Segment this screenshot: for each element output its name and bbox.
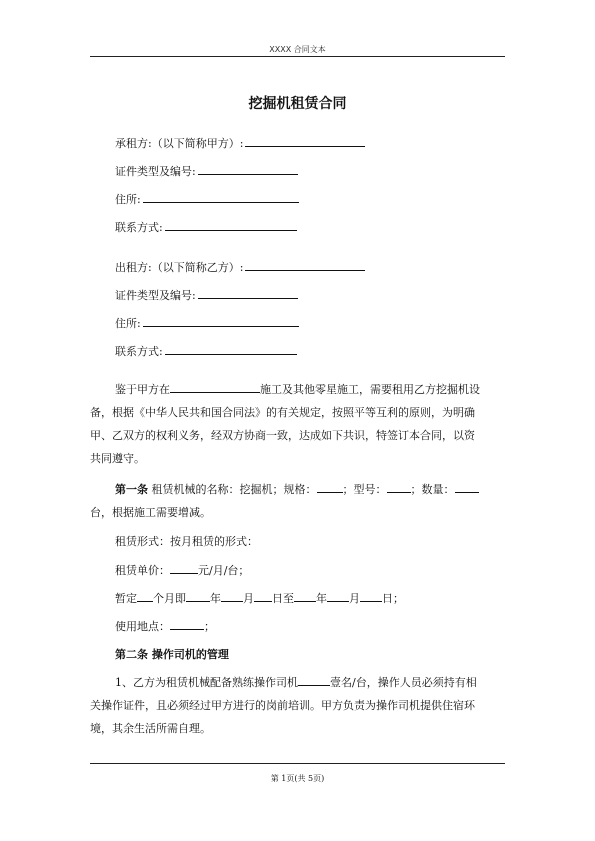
page-number: 第 1页(共 5页): [270, 774, 325, 783]
lessee-address-blank[interactable]: [143, 191, 299, 203]
lessee-name-label: 承租方:（以下简称甲方）:: [115, 137, 244, 150]
lessee-address-row: [115, 191, 299, 207]
lessor-contact-label: 联系方式:: [115, 345, 163, 358]
rental-price-unit: 元/月/台；: [198, 564, 250, 577]
construction-site-blank[interactable]: [170, 381, 260, 393]
article2-text-b: 壹名/台，操作人员必须持有相: [330, 676, 477, 689]
term-text: 暂定: [115, 592, 137, 605]
intro-text-a: 鉴于甲方在: [115, 383, 170, 396]
article1-spec-label: 租赁机械的名称：挖掘机；规格：: [151, 483, 317, 496]
lessor-id-blank[interactable]: [198, 287, 298, 299]
article1-line-1: [115, 481, 479, 497]
lessee-id-row: [115, 163, 298, 179]
lessor-address-label: 住所:: [115, 317, 141, 330]
end-month-blank[interactable]: [327, 590, 349, 602]
usage-place-end: ；: [204, 620, 215, 633]
lessee-id-label: 证件类型及编号:: [115, 165, 196, 178]
rental-form: 租赁形式：按月租赁的形式：: [115, 535, 258, 548]
model-blank[interactable]: [387, 481, 411, 493]
lessee-contact-blank[interactable]: [165, 219, 297, 231]
intro-line-2: 备，根据《中华人民共和国合同法》的有关规定，按照平等互利的原则，为明确: [90, 406, 475, 419]
lessor-contact-blank[interactable]: [165, 343, 297, 355]
term-text: 月: [243, 592, 254, 605]
article2-heading: 第二条 操作司机的管理: [115, 648, 229, 661]
term-text: 个月即: [153, 592, 186, 605]
start-year-blank[interactable]: [186, 590, 210, 602]
lessee-name-row: [115, 135, 365, 151]
spec-blank[interactable]: [317, 481, 343, 493]
lessor-address-row: [115, 315, 299, 331]
article2-line-3: 境，其余生活所需自理。: [90, 722, 211, 735]
start-month-blank[interactable]: [221, 590, 243, 602]
lessee-contact-label: 联系方式:: [115, 221, 163, 234]
term-months-blank[interactable]: [137, 590, 153, 602]
lessor-id-label: 证件类型及编号:: [115, 289, 196, 302]
lessee-address-label: 住所:: [115, 193, 141, 206]
article2-text-a: 1、乙方为租赁机械配备熟练操作司机: [115, 676, 298, 689]
header-divider: [90, 56, 505, 57]
usage-place-blank[interactable]: [170, 618, 204, 630]
lessee-name-blank[interactable]: [245, 135, 365, 147]
lessor-name-blank[interactable]: [245, 259, 365, 271]
term-text: 日；: [382, 592, 404, 605]
rental-price-blank[interactable]: [170, 562, 198, 574]
intro-text-b: 施工及其他零星施工，需要租用乙方挖掘机设: [260, 383, 480, 396]
usage-place-row: [115, 618, 215, 634]
lessor-name-row: [115, 259, 365, 275]
end-day-blank[interactable]: [360, 590, 382, 602]
rental-price-label: 租赁单价：: [115, 564, 170, 577]
lessor-name-label: 出租方:（以下简称乙方）:: [115, 261, 244, 274]
quantity-blank[interactable]: [455, 481, 479, 493]
footer-divider: [90, 763, 505, 764]
intro-line-3: 甲、乙双方的权利义务，经双方协商一致，达成如下共识，特签订本合同，以资: [90, 429, 475, 442]
usage-place-label: 使用地点：: [115, 620, 170, 633]
article1-model-label: ；型号：: [342, 483, 387, 496]
term-text: 年: [316, 592, 327, 605]
article1-quantity-label: ；数量：: [410, 483, 455, 496]
term-text: 月: [349, 592, 360, 605]
driver-count-blank[interactable]: [298, 674, 330, 686]
rental-price-row: [115, 562, 249, 578]
article1-line-2: 台，根据施工需要增减。: [90, 506, 211, 519]
article2-line-2: 关操作证件，且必须经过甲方进行的岗前培训。甲方负责为操作司机提供住宿环: [90, 699, 475, 712]
lessor-address-blank[interactable]: [143, 315, 299, 327]
lessee-id-blank[interactable]: [198, 163, 298, 175]
article2-line-1: [115, 674, 477, 690]
end-year-blank[interactable]: [294, 590, 316, 602]
rental-term-row: [115, 590, 404, 606]
term-text: 年: [210, 592, 221, 605]
page-header: XXXX 合同文本: [269, 45, 326, 54]
lessor-contact-row: [115, 343, 297, 359]
start-day-blank[interactable]: [254, 590, 272, 602]
intro-line-1: [115, 381, 480, 397]
lessee-contact-row: [115, 219, 297, 235]
document-title: 挖掘机租赁合同: [248, 96, 347, 112]
article1-heading: 第一条: [115, 483, 148, 496]
term-text: 日至: [272, 592, 294, 605]
lessor-id-row: [115, 287, 298, 303]
intro-line-4: 共同遵守。: [90, 452, 145, 465]
